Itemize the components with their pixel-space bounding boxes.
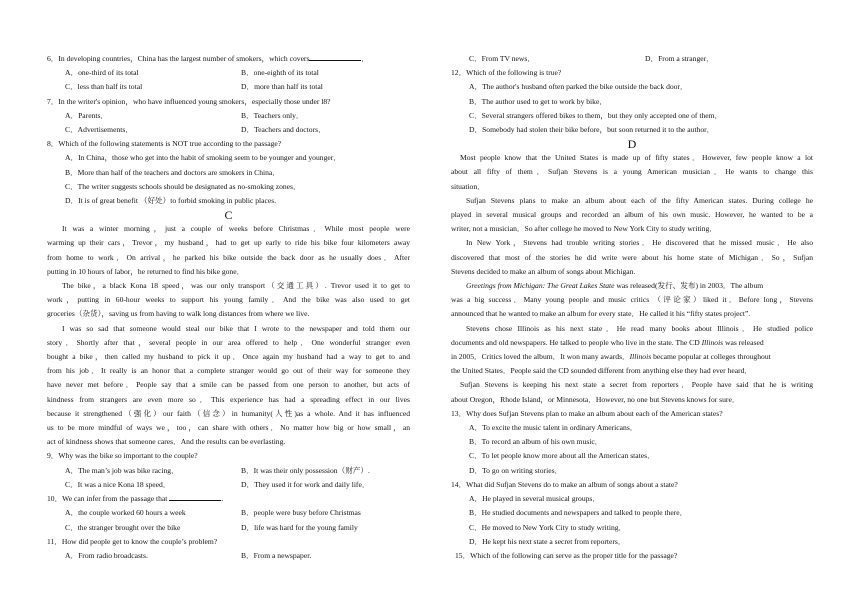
left-column (47, 52, 410, 563)
passage-line: was a big success．Many young people and music critics （评论家）liked it．Before long，Stevens (451, 295, 813, 305)
passage-line: Sufjan Stevens plans to make an album about each of the fifty American states. During college he (466, 195, 813, 205)
passage-c (47, 222, 410, 449)
passage-line: In New York，Stevens had trouble writing stories．He discovered that he missed music．He also (466, 238, 813, 248)
answer-blank (309, 52, 361, 61)
section-heading-c: C (224, 208, 233, 223)
passage-line: putting in 10 hours of labor，he returned to find his bike gone． (47, 266, 245, 276)
passage-line: The bike，a black Kona 18 speed，was our only transport（交通工具）. Trevor used it to get to (62, 281, 410, 291)
q10-options-cd: C．the stranger brought over the bike D．life was hard for the young family (65, 522, 358, 532)
passage-line: announced that he wanted to make an album for every state．He called it his “fifty states project”. (451, 309, 751, 319)
passage-line: discovered that most of the stories he did write were about his home state of Michigan．So，Sufjan (451, 252, 813, 262)
question-13: 13．Why does Sufjan Stevens plan to make an album about each of the American states? (451, 408, 723, 418)
q12-option-d: D．Somebody had stolen their bike before，but soon returned it to the author． (469, 125, 715, 135)
passage-d (451, 151, 813, 407)
question-15: 15．Which of the following can serve as the proper title for the passage? (455, 550, 678, 560)
question-6: 6．In developing countries，China has the largest number of smokers，which covers ． (47, 54, 370, 63)
passage-line: played in several musical groups and recorded an album of his own music. However, he wanted to be a (451, 210, 813, 220)
passage-line: from his job．It really is an honor that a complete stranger would go out of their way for someone they (47, 366, 410, 376)
q6-options-cd: C．less than half its total D．more than half its total (65, 82, 323, 92)
passage-line: Most people know that the United States is made up of fifty states．However, few people know a lot (460, 153, 813, 163)
passage-line: work，putting in 60-hour weeks to support his young family．And the bike was also used to get (47, 295, 410, 305)
passage-line: groceries（杂货），saving us from having to walk long distances from where we live. (47, 309, 310, 319)
q12-option-b: B．The author used to get to work by bike． (469, 96, 607, 106)
section-heading-d: D (627, 137, 637, 152)
q9-options-ab: A．The man’s job was bike racing． B．It was their only possession（财产）. (65, 465, 370, 475)
q8-option-a: A．In China，those who get into the habit of smoking seem to be younger and younger． (65, 153, 341, 163)
passage-line: about Oregon，Rhode Island，or Minnesota．However, no one but Stevens knows for sure． (451, 394, 740, 404)
passage-line: Sufjan Stevens is keeping his next state a secret from reporters．People have said that he is writing (460, 380, 813, 390)
q13-option-a: A．To excite the music talent in ordinary Americans． (469, 423, 638, 433)
passage-line: from home to work．On arrival，he parked his bike outside the back door as he usually does．After (47, 252, 410, 262)
right-column (451, 52, 813, 563)
q8-option-b: B．More than half of the teachers and doctors are smokers in China． (65, 167, 280, 177)
q11-options-cd: C．From TV news． D．From a stranger． (469, 54, 714, 63)
passage-line: us to be more mindful of ways we，too，can share with others．No matter how big or how small，an (47, 423, 410, 433)
passage-line: Greetings from Michigan: The Great Lakes State was released(发行、发布) in 2003．The album (466, 281, 764, 291)
question-9: 9．Why was the bike so important to the couple? (47, 451, 198, 461)
passage-line: Stevens chose Illinois as his next state．He read many books about Illinois．He studied police (466, 323, 813, 333)
q10-options-ab: A．the couple worked 60 hours a week B．people were busy before Christmas (65, 508, 361, 518)
q6-options-ab: A．one-third of its total B．one-eighth of its total (65, 68, 319, 78)
passage-line: Stevens decided to make an album of songs about Michigan. (451, 266, 636, 276)
question-14: 14．What did Sufjan Stevens do to make an album of songs about a state? (451, 479, 678, 489)
question-8: 8．Which of the following statements is NOT true according to the passage? (47, 139, 282, 149)
cd-title: Illinois (701, 337, 724, 347)
q13-option-c: C．To let people know more about all the American states． (469, 451, 655, 461)
q7-options-ab: A．Parents． B．Teachers only． (65, 110, 304, 120)
q8-option-d: D．It is of great benefit （好处）to forbid smoking in public places. (65, 196, 277, 206)
q14-option-d: D．He kept his next state a secret from reporters． (469, 536, 626, 546)
passage-line: because it strengthened（强化）our faith（信念）in humanity(人性)as a whole. And it has influenced (47, 408, 410, 418)
question-12: 12．Which of the following is true? (451, 68, 562, 78)
passage-line: It was a winter morning，just a couple of weeks before Christmas．While most people were (62, 224, 410, 234)
passage-line: writer, not a musician．So after college he moved to New York City to study writing． (451, 224, 717, 234)
question-10: 10．We can infer from the passage that . (47, 494, 224, 504)
passage-line: have never met before．People say that a smile can be passed from one person to another, but acts of (47, 380, 410, 390)
passage-line: story．Shortly after that，several people in our area offered to help．One wonderful stranger even (47, 337, 410, 347)
passage-line: kindness from strangers are even more so．This experience has had a spreading effect in our lives (47, 394, 410, 404)
answer-blank (169, 492, 221, 501)
q12-option-c: C．Several strangers offered bikes to them，but they only accepted one of them． (469, 110, 723, 120)
passage-line: act of kindness shows that someone cares．And the results can be everlasting. (47, 437, 286, 447)
q11-options-ab: A．From radio broadcasts. B．From a newspaper. (65, 550, 312, 560)
q14-option-b: B．He studied documents and newspapers and talked to people there． (469, 508, 688, 518)
q8-option-c: C．The writer suggests schools should be designated as no-smoking zones． (65, 181, 301, 191)
passage-line: bought a bike，then called my husband to pick it up．Once again my husband had a way to get to and (47, 352, 410, 362)
passage-line: situation． (451, 181, 485, 191)
passage-line: warming up their cars，Trevor，my husband，had to get up early to ride his bike four kilometers away (47, 238, 410, 248)
q9-options-cd: C．It was a nice Kona 18 speed． D．They used it for work and daily life． (65, 479, 370, 489)
q14-option-a: A．He played in several musical groups． (469, 494, 600, 504)
passage-line: I was so sad that someone would steal our bike that I wrote to the newspaper and told them our (62, 323, 410, 333)
q14-option-c: C．He moved to New York City to study writing． (469, 522, 627, 532)
cd-title: Illinois (629, 352, 652, 362)
question-11: 11．How did people get to know the couple’s problem? (47, 536, 218, 546)
q13-option-d: D．To go on writing stories． (469, 465, 563, 475)
question-7: 7．In the writer's opinion，who have influenced young smokers，especially those under l8? (47, 96, 331, 106)
q7-options-cd: C．Advertisements． D．Teachers and doctors． (65, 125, 326, 135)
album-title: Greetings from Michigan: The Great Lakes State (466, 281, 615, 291)
q13-option-b: B．To record an album of his own music． (469, 437, 603, 447)
passage-line: in 2005．Critics loved the album．It won many awards．Illinois became popular at colleges throughout (451, 352, 771, 362)
passage-line: about all fifty of them．Sufjan Stevens is a young American musician．He wants to change this (451, 167, 813, 177)
q12-option-a: A．The author's husband often parked the bike outside the back door． (469, 82, 688, 92)
passage-line: documents and old newspapers. He talked to people who live in the state. The CD Illinois was released (451, 337, 764, 347)
passage-line: the United States．People said the CD sounded different from anything else they had ever heard． (451, 366, 752, 376)
